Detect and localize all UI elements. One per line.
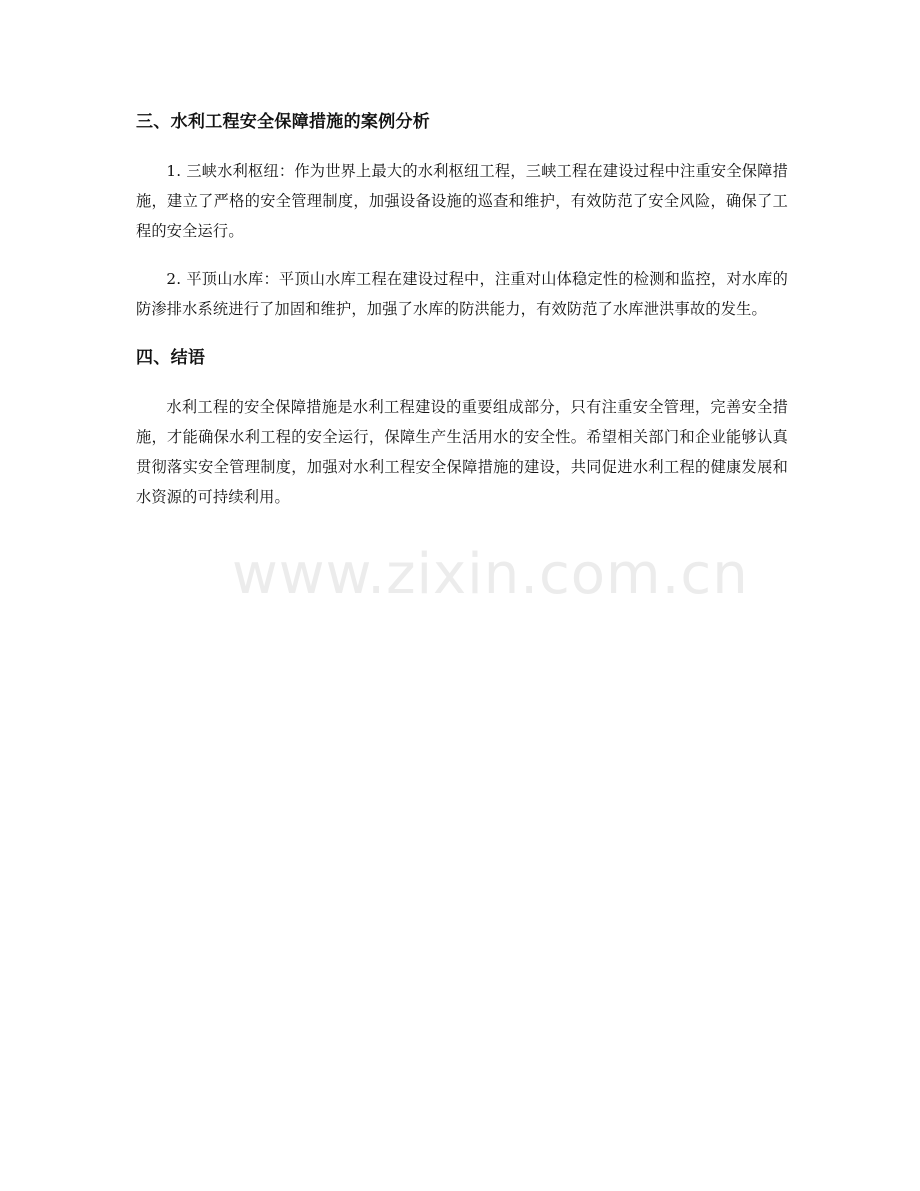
section-4-heading: 四、结语 [136, 348, 206, 368]
section-3-heading: 三、水利工程安全保障措施的案例分析 [136, 112, 431, 132]
case-item-pingdingshan: 2. 平顶山水库：平顶山水库工程在建设过程中，注重对山体稳定性的检测和监控，对水库的防渗排水系统进行了加固和维护，加强了水库的防洪能力，有效防范了水库泄洪事故的发生。 [136, 270, 788, 318]
conclusion-paragraph: 水利工程的安全保障措施是水利工程建设的重要组成部分，只有注重安全管理，完善安全措施，才能确保水利工程的安全运行，保障生产生活用水的安全性。希望相关部门和企业能够认真贯彻落实安全管理制度，加强对水利工程安全保障措施的建设，共同促进水利工程的健康发展和水资源的可持续利用。 [136, 398, 788, 506]
watermark: www.zixin.com.cn [232, 542, 749, 607]
document-body [136, 108, 788, 530]
case-item-three-gorges: 1. 三峡水利枢纽：作为世界上最大的水利枢纽工程，三峡工程在建设过程中注重安全保障措施，建立了严格的安全管理制度，加强设备设施的巡查和维护，有效防范了安全风险，确保了工程的安全运行。 [136, 162, 788, 240]
